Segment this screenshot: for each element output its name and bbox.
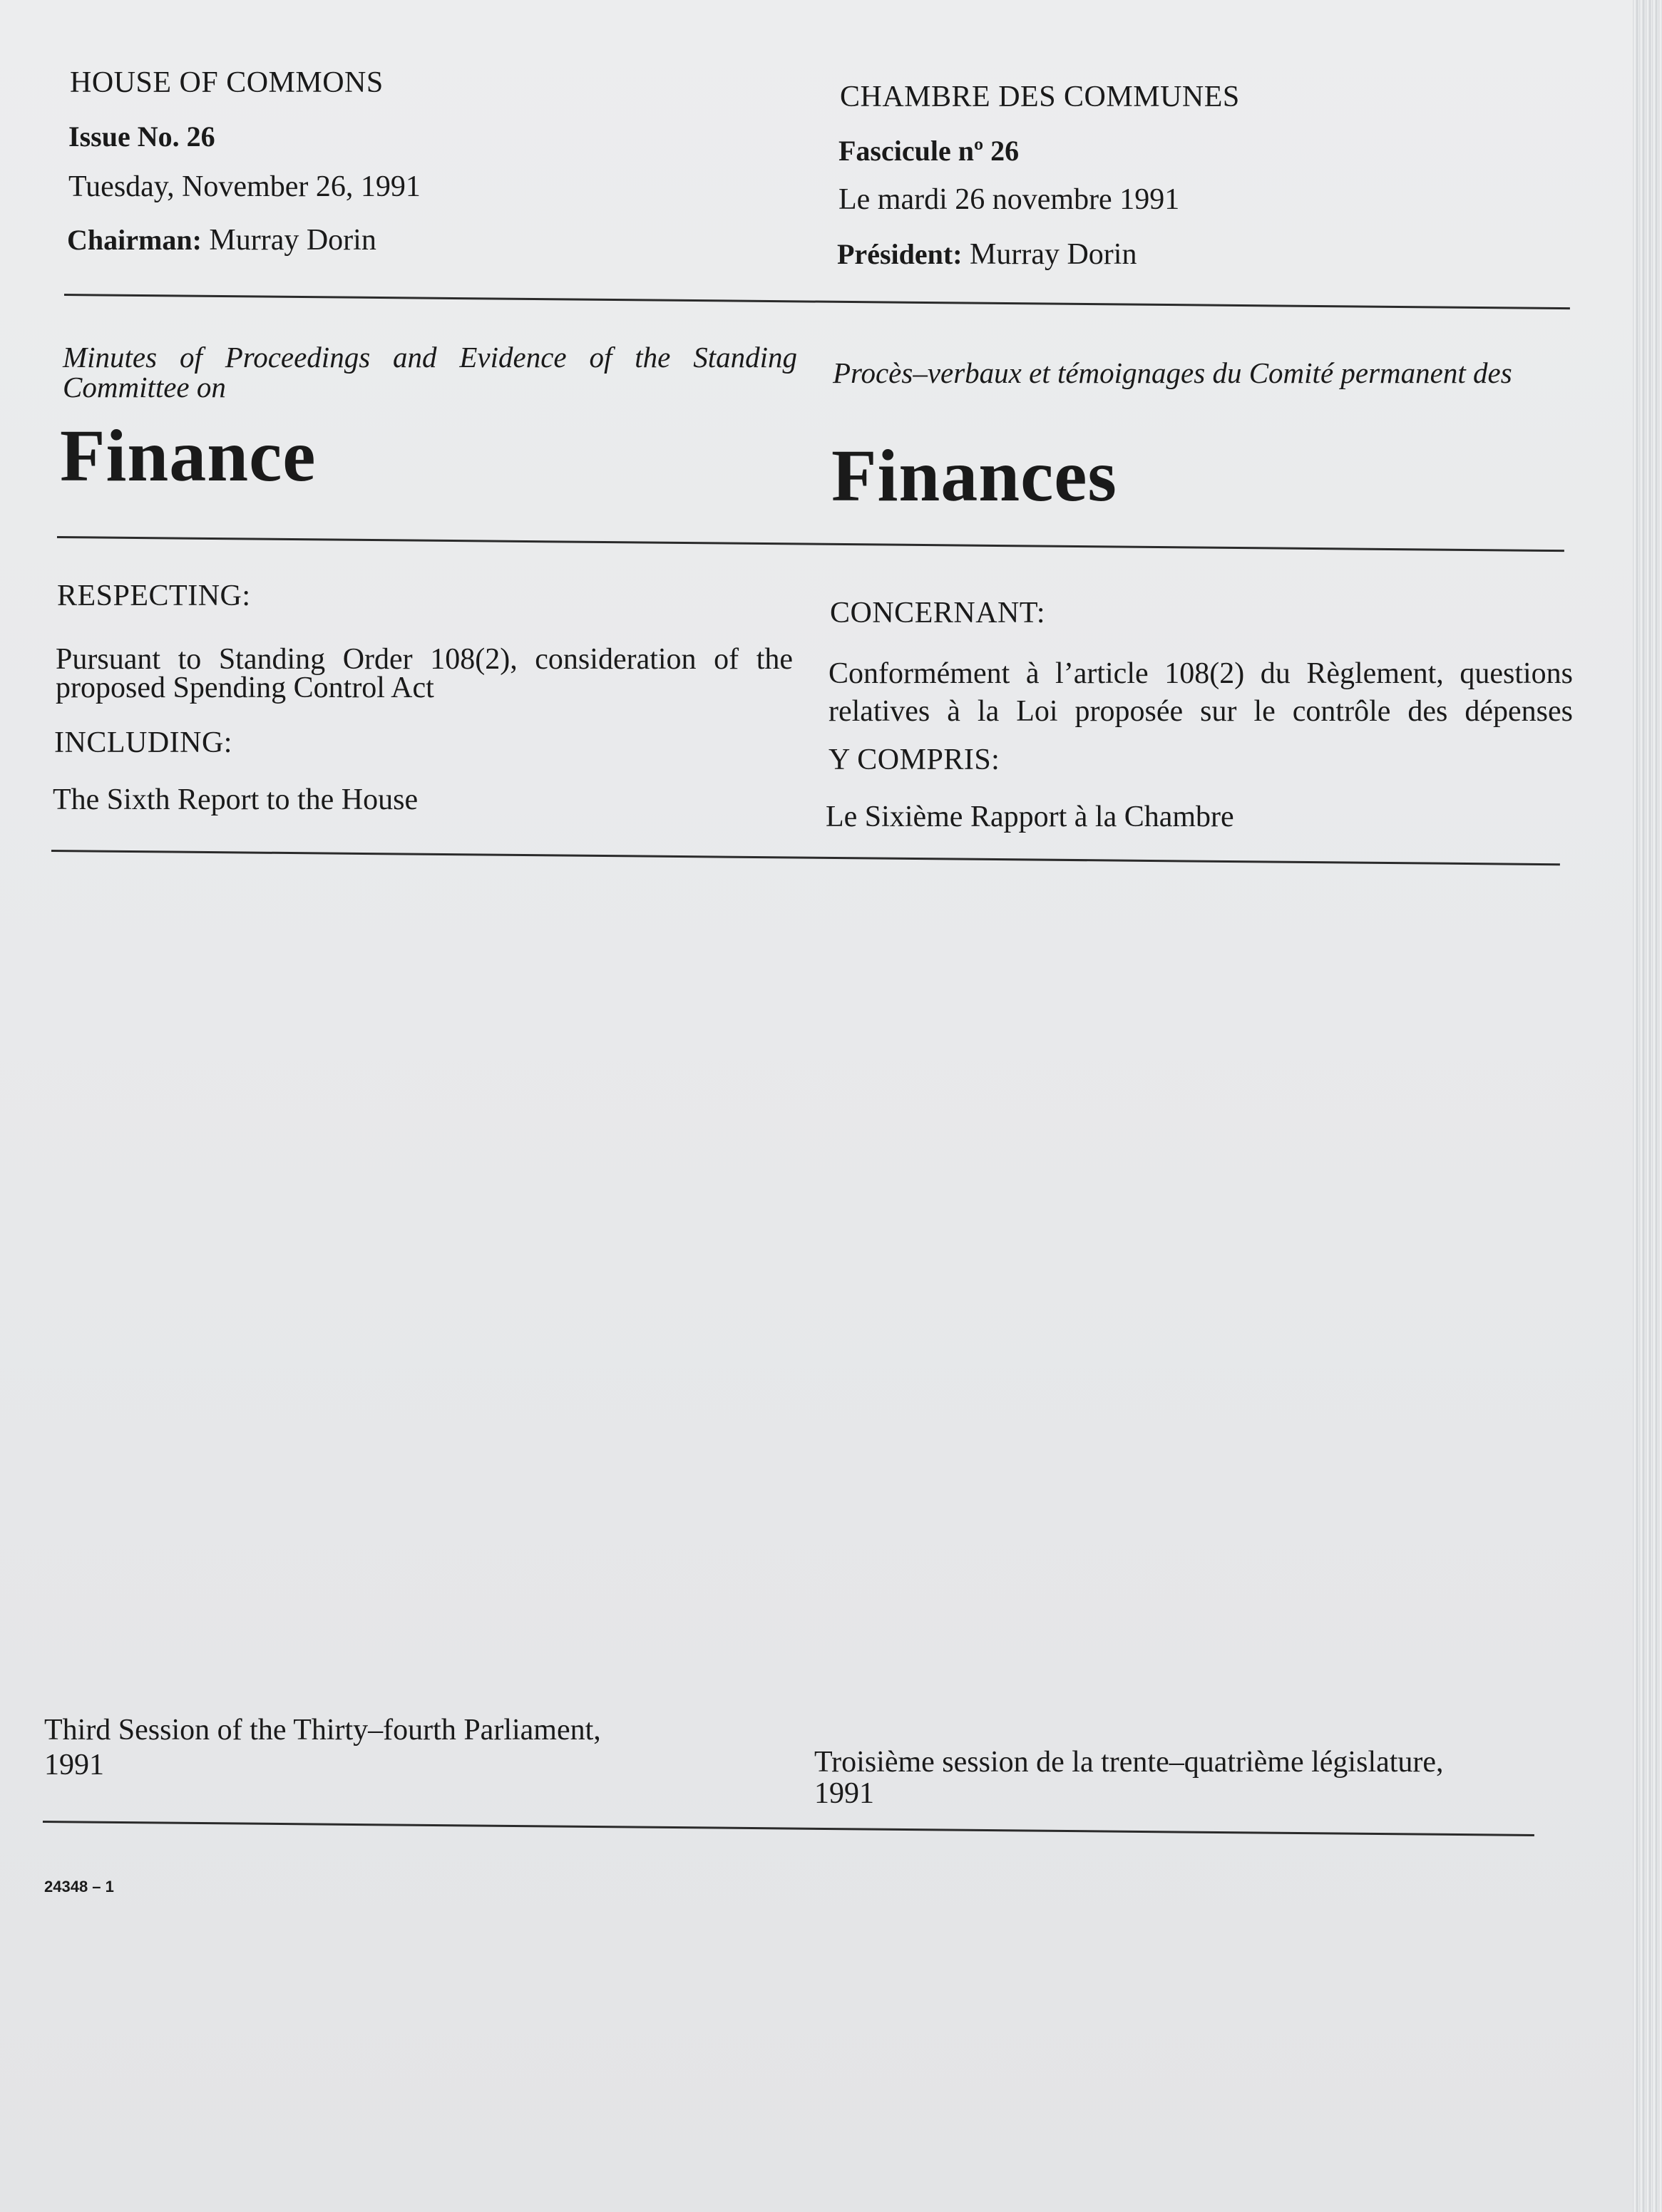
president-line bbox=[837, 237, 1137, 272]
chairman-line bbox=[67, 223, 376, 257]
divider-rule-4 bbox=[43, 1821, 1534, 1836]
including-text: The Sixth Report to the House bbox=[53, 783, 419, 816]
concernant-label: CONCERNANT: bbox=[830, 597, 1046, 629]
concernant-text-line2: relatives à la Loi proposée sur le contrôle des dépenses bbox=[829, 695, 1573, 728]
concernant-text-line1: Conformément à l’article 108(2) du Règlement, questions bbox=[829, 657, 1573, 690]
president-name: Murray Dorin bbox=[970, 238, 1137, 271]
y-compris-text: Le Sixième Rapport à la Chambre bbox=[826, 801, 1234, 833]
meeting-date: Tuesday, November 26, 1991 bbox=[68, 170, 421, 203]
fascicule-number: Fascicule nº 26 bbox=[838, 135, 1020, 167]
chambre-des-communes-heading: CHAMBRE DES COMMUNES bbox=[840, 81, 1240, 113]
session-en-line2: 1991 bbox=[44, 1749, 104, 1781]
divider-rule-3 bbox=[51, 850, 1560, 865]
minutes-heading-en: Minutes of Proceedings and Evidence of the Standing bbox=[63, 341, 797, 374]
respecting-text-line2: proposed Spending Control Act bbox=[56, 672, 434, 704]
session-en-line1: Third Session of the Thirty–fourth Parliament, bbox=[44, 1714, 601, 1747]
divider-rule-1 bbox=[64, 294, 1570, 309]
minutes-heading-en-line2: Committee on bbox=[63, 371, 226, 403]
print-code: 24348 – 1 bbox=[44, 1878, 114, 1895]
y-compris-label: Y COMPRIS: bbox=[829, 744, 1000, 776]
minutes-heading-fr: Procès–verbaux et témoignages du Comité permanent des bbox=[833, 356, 1512, 389]
divider-rule-2 bbox=[57, 536, 1564, 552]
respecting-text-line1: Pursuant to Standing Order 108(2), consideration of the bbox=[56, 643, 793, 676]
committee-title-fr: Finances bbox=[831, 435, 1117, 517]
president-label: Président: bbox=[837, 238, 963, 270]
date-fr: Le mardi 26 novembre 1991 bbox=[838, 183, 1180, 216]
page-stack-edge bbox=[1633, 0, 1662, 2212]
committee-title-en: Finance bbox=[60, 415, 317, 497]
including-label: INCLUDING: bbox=[54, 726, 232, 759]
chairman-name: Murray Dorin bbox=[209, 224, 376, 257]
chairman-label: Chairman: bbox=[67, 224, 202, 256]
issue-number: Issue No. 26 bbox=[68, 120, 215, 153]
session-fr-line1: Troisième session de la trente–quatrième législature, bbox=[814, 1746, 1444, 1779]
house-of-commons-heading: HOUSE OF COMMONS bbox=[70, 66, 384, 99]
respecting-label: RESPECTING: bbox=[57, 580, 251, 612]
session-fr-line2: 1991 bbox=[814, 1777, 874, 1810]
